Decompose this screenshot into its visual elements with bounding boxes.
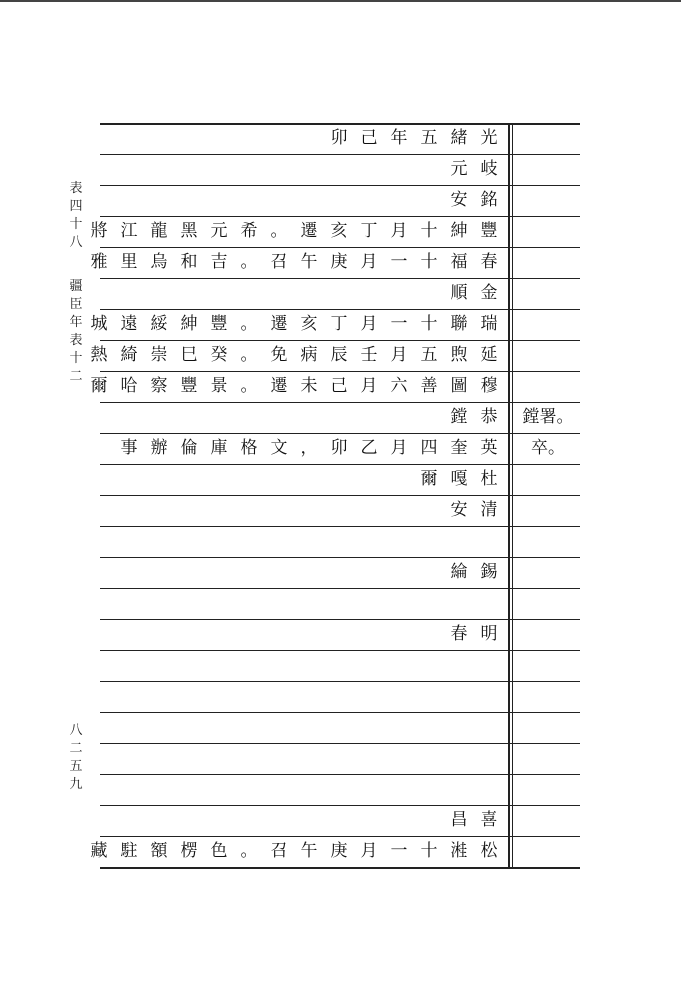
table-cell: 遷 — [270, 314, 288, 334]
table-cell: 昌 — [450, 810, 468, 830]
table-cell: 緒 — [450, 128, 468, 148]
table-cell: 鏜 — [450, 407, 468, 427]
table-cell: 紳 — [180, 314, 198, 334]
table-cell: 豐 — [180, 376, 198, 396]
table-row — [90, 247, 580, 278]
table-row — [100, 402, 580, 433]
table-row — [100, 495, 580, 526]
table-cell: 十 — [420, 221, 438, 241]
table-cell: 希 — [240, 221, 258, 241]
table-cell: 十 — [420, 314, 438, 334]
table-cell: 己 — [330, 376, 348, 396]
table-cell: 楞 — [180, 841, 198, 861]
table-cell: 五 — [420, 345, 438, 365]
table-cell: 穆 — [480, 376, 498, 396]
table-cell: 春 — [480, 252, 498, 272]
row-text — [444, 495, 504, 526]
table-cell: 豐 — [480, 221, 498, 241]
table-cell: 圖 — [450, 376, 468, 396]
row-text — [84, 247, 504, 278]
table-cell: 午 — [300, 841, 318, 861]
table-cell: 乙 — [360, 438, 378, 458]
table-cell: 嘎 — [450, 469, 468, 489]
table-cell: 景 — [210, 376, 228, 396]
table-cell: 杜 — [480, 469, 498, 489]
table-row — [100, 650, 580, 681]
row-text — [444, 154, 504, 185]
row-text — [444, 185, 504, 216]
table-cell: 巳 — [180, 345, 198, 365]
side-note: 鏜署。 — [522, 407, 574, 427]
table-cell: 光 — [480, 128, 498, 148]
table-cell: 庫 — [210, 438, 228, 458]
table-cell: 喜 — [480, 810, 498, 830]
side-note — [516, 619, 580, 650]
table-row — [100, 805, 580, 836]
table-cell: 安 — [450, 500, 468, 520]
table-cell: 召 — [270, 252, 288, 272]
table-cell: 丁 — [330, 314, 348, 334]
table-row — [100, 433, 580, 464]
table-cell: 豐 — [210, 314, 228, 334]
caption-char: 十 — [69, 217, 83, 232]
table-cell: 月 — [390, 221, 408, 241]
side-note: 卒。 — [531, 438, 565, 458]
table-cell: 春 — [450, 624, 468, 644]
table-cell: 文 — [270, 438, 288, 458]
table-row — [90, 340, 580, 371]
table-cell: 卯 — [330, 128, 348, 148]
table-cell: 雅 — [90, 252, 108, 272]
side-note — [516, 278, 580, 309]
table-cell: 一 — [390, 841, 408, 861]
page-number-char: 二 — [69, 741, 83, 756]
table-cell: 事 — [120, 438, 138, 458]
caption-char: 十 — [69, 351, 83, 366]
caption-char: 表 — [69, 333, 83, 348]
table-cell: 午 — [300, 252, 318, 272]
table-cell: 駐 — [120, 841, 138, 861]
caption-char: 疆 — [69, 279, 83, 294]
table-cell: 藏 — [90, 841, 108, 861]
side-note — [516, 650, 580, 681]
table-cell: 色 — [210, 841, 228, 861]
table-cell: 岐 — [480, 159, 498, 179]
page-number-char: 八 — [69, 723, 83, 738]
table-cell: 和 — [180, 252, 198, 272]
side-note — [516, 185, 580, 216]
table-cell: 順 — [450, 283, 468, 303]
table-cell: 辦 — [150, 438, 168, 458]
table-cell: 龍 — [150, 221, 168, 241]
table-row — [100, 743, 580, 774]
page-number-char: 九 — [69, 777, 83, 792]
row-text — [84, 309, 504, 340]
side-note — [516, 588, 580, 619]
table-cell: 松 — [480, 841, 498, 861]
row-rule — [100, 867, 580, 869]
table-cell: 月 — [390, 438, 408, 458]
caption-char: 四 — [69, 199, 83, 214]
table-cell: 明 — [480, 624, 498, 644]
table-row — [100, 123, 580, 154]
table-cell: 十 — [420, 252, 438, 272]
table-cell: 黑 — [180, 221, 198, 241]
table-cell: 己 — [360, 128, 378, 148]
table-cell: 錫 — [480, 562, 498, 582]
table-cell: 。 — [240, 252, 258, 272]
table-cell: 爾 — [420, 469, 438, 489]
table-cell: 銘 — [480, 190, 498, 210]
table-cell: 壬 — [360, 345, 378, 365]
table-cell: 熱 — [90, 345, 108, 365]
table-cell: 遠 — [120, 314, 138, 334]
side-note — [516, 154, 580, 185]
table-cell: 年 — [390, 128, 408, 148]
table-cell: 城 — [90, 314, 108, 334]
table-cell: 遷 — [300, 221, 318, 241]
table-cell: 。 — [240, 345, 258, 365]
table-cell: 。 — [240, 314, 258, 334]
table-cell: 未 — [300, 376, 318, 396]
table-cell: 察 — [150, 376, 168, 396]
table-cell: 。 — [240, 376, 258, 396]
side-note — [516, 464, 580, 495]
table-cell: 延 — [480, 345, 498, 365]
table-cell: 一 — [390, 314, 408, 334]
table-row — [100, 154, 580, 185]
table-cell: 額 — [150, 841, 168, 861]
table-cell: 召 — [270, 841, 288, 861]
table-cell: 將 — [90, 221, 108, 241]
side-note — [516, 526, 580, 557]
row-text — [444, 619, 504, 650]
row-text — [84, 371, 504, 402]
table-cell: 恭 — [480, 407, 498, 427]
table-cell: ， — [300, 438, 318, 458]
table-cell: 烏 — [150, 252, 168, 272]
table-cell: 四 — [420, 438, 438, 458]
table-row — [100, 619, 580, 650]
row-text — [114, 433, 504, 464]
table-row — [100, 774, 580, 805]
table-cell: 善 — [420, 376, 438, 396]
table-cell: 元 — [450, 159, 468, 179]
table-cell: 庚 — [330, 841, 348, 861]
table-cell: 煦 — [450, 345, 468, 365]
side-note — [516, 309, 580, 340]
table-cell: 亥 — [330, 221, 348, 241]
caption-char: 臣 — [69, 297, 83, 312]
side-caption-bottom — [66, 278, 86, 386]
table-cell: 英 — [480, 438, 498, 458]
table-cell: 十 — [420, 841, 438, 861]
page-number-char: 五 — [69, 759, 83, 774]
table-cell: 月 — [360, 841, 378, 861]
top-rule — [0, 0, 681, 2]
table-row — [100, 185, 580, 216]
row-text — [414, 464, 504, 495]
table-row — [90, 216, 580, 247]
table-cell: 月 — [390, 345, 408, 365]
table-cell: 五 — [420, 128, 438, 148]
table-row — [100, 712, 580, 743]
side-note — [516, 743, 580, 774]
table-row — [100, 681, 580, 712]
side-note — [516, 216, 580, 247]
table-cell: 。 — [240, 841, 258, 861]
side-note — [516, 123, 580, 154]
table-cell: 紳 — [450, 221, 468, 241]
table-cell: 卯 — [330, 438, 348, 458]
side-note — [516, 340, 580, 371]
table-cell: 里 — [120, 252, 138, 272]
table-cell: 清 — [480, 500, 498, 520]
side-note — [516, 495, 580, 526]
table-cell: 月 — [360, 252, 378, 272]
table-cell: 亥 — [300, 314, 318, 334]
row-text — [84, 216, 504, 247]
table-cell: 吉 — [210, 252, 228, 272]
table-cell: 辰 — [330, 345, 348, 365]
table-cell: 六 — [390, 376, 408, 396]
side-note — [516, 836, 580, 867]
side-note — [516, 805, 580, 836]
table-cell: 格 — [240, 438, 258, 458]
caption-char: 表 — [69, 181, 83, 196]
table-cell: 丁 — [360, 221, 378, 241]
table-cell: 金 — [480, 283, 498, 303]
row-text — [444, 402, 504, 433]
table-cell: 綸 — [450, 562, 468, 582]
table-cell: 綺 — [120, 345, 138, 365]
side-note — [516, 247, 580, 278]
table-cell: 。 — [270, 221, 288, 241]
page-number — [66, 722, 86, 794]
table-row — [100, 464, 580, 495]
row-text — [444, 805, 504, 836]
table-cell: 崇 — [150, 345, 168, 365]
table-cell: 元 — [210, 221, 228, 241]
caption-char: 年 — [69, 315, 83, 330]
table-cell: 奎 — [450, 438, 468, 458]
table-cell: 遷 — [270, 376, 288, 396]
caption-char: 二 — [69, 369, 83, 384]
table-cell: 病 — [300, 345, 318, 365]
table-cell: 福 — [450, 252, 468, 272]
side-caption-top — [66, 180, 86, 252]
table-cell: 江 — [120, 221, 138, 241]
side-note — [516, 681, 580, 712]
row-text — [324, 123, 504, 154]
table-cell: 月 — [360, 376, 378, 396]
table-row — [90, 371, 580, 402]
table-cell: 聯 — [450, 314, 468, 334]
table-cell: 瑞 — [480, 314, 498, 334]
caption-char: 八 — [69, 235, 83, 250]
chronological-table — [90, 123, 580, 905]
row-text — [444, 557, 504, 588]
side-note — [516, 712, 580, 743]
side-note — [516, 774, 580, 805]
table-cell: 免 — [270, 345, 288, 365]
table-row — [90, 836, 580, 867]
table-cell: 一 — [390, 252, 408, 272]
table-cell: 溎 — [450, 841, 468, 861]
table-row — [100, 278, 580, 309]
row-text — [84, 836, 504, 867]
table-cell: 庚 — [330, 252, 348, 272]
table-row — [100, 588, 580, 619]
table-cell: 哈 — [120, 376, 138, 396]
table-cell: 安 — [450, 190, 468, 210]
table-cell: 爾 — [90, 376, 108, 396]
row-text — [84, 340, 504, 371]
table-cell: 倫 — [180, 438, 198, 458]
row-text — [444, 278, 504, 309]
table-row — [100, 557, 580, 588]
side-note — [516, 557, 580, 588]
table-row — [90, 309, 580, 340]
side-note — [516, 371, 580, 402]
table-cell: 綏 — [150, 314, 168, 334]
table-cell: 月 — [360, 314, 378, 334]
table-cell: 癸 — [210, 345, 228, 365]
table-row — [100, 526, 580, 557]
